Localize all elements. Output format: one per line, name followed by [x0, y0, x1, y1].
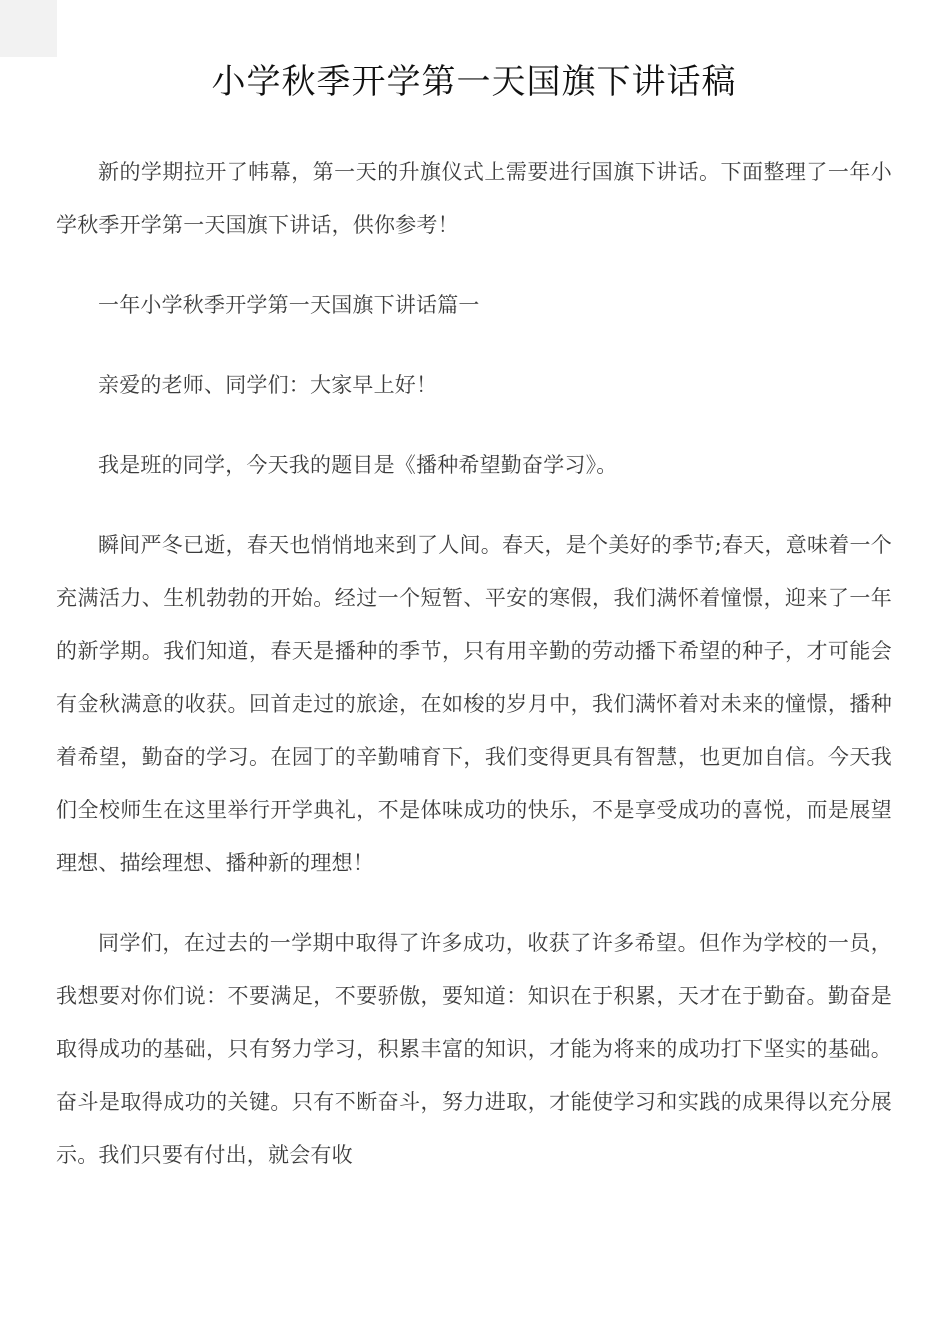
- body-paragraph: 同学们，在过去的一学期中取得了许多成功，收获了许多希望。但作为学校的一员，我想要对你们说：不要满足，不要骄傲，要知道：知识在于积累，天才在于勤奋。勤奋是取得成功的基础，只有努力学习，积累丰富的知识，才能为将来的成功打下坚实的基础。奋斗是取得成功的关键。只有不断奋斗，努力进取，才能使学习和实践的成果得以充分展示。我们只要有付出，就会有收: [56, 931, 892, 1167]
- document-title: 小学秋季开学第一天国旗下讲话稿: [211, 62, 737, 102]
- body-paragraph: 瞬间严冬已逝，春天也悄悄地来到了人间。春天，是个美好的季节;春天，意味着一个充满活力、生机勃勃的开始。经过一个短暂、平安的寒假，我们满怀着憧憬，迎来了一年的新学期。我们知道，春天是播种的季节，只有用辛勤的劳动播下希望的种子，才可能会有金秋满意的收获。回首走过的旅途，在如梭的岁月中，我们满怀着对未来的憧憬，播种着希望，勤奋的学习。在园丁的辛勤哺育下，我们变得更具有智慧，也更加自信。今天我们全校师生在这里举行开学典礼，不是体味成功的快乐，不是享受成功的喜悦，而是展望理想、描绘理想、播种新的理想！: [56, 533, 892, 875]
- document-body: [56, 146, 892, 1182]
- topic-paragraph: 我是班的同学，今天我的题目是《播种希望勤奋学习》。: [98, 453, 618, 477]
- intro-paragraph: 新的学期拉开了帏幕，第一天的升旗仪式上需要进行国旗下讲话。下面整理了一年小学秋季开学第一天国旗下讲话，供你参考！: [56, 160, 892, 237]
- document-page: [56, 0, 892, 1209]
- section-heading: 一年小学秋季开学第一天国旗下讲话篇一: [98, 293, 480, 317]
- page-corner-mark: [0, 0, 57, 57]
- greeting-paragraph: 亲爱的老师、同学们：大家早上好！: [98, 373, 438, 397]
